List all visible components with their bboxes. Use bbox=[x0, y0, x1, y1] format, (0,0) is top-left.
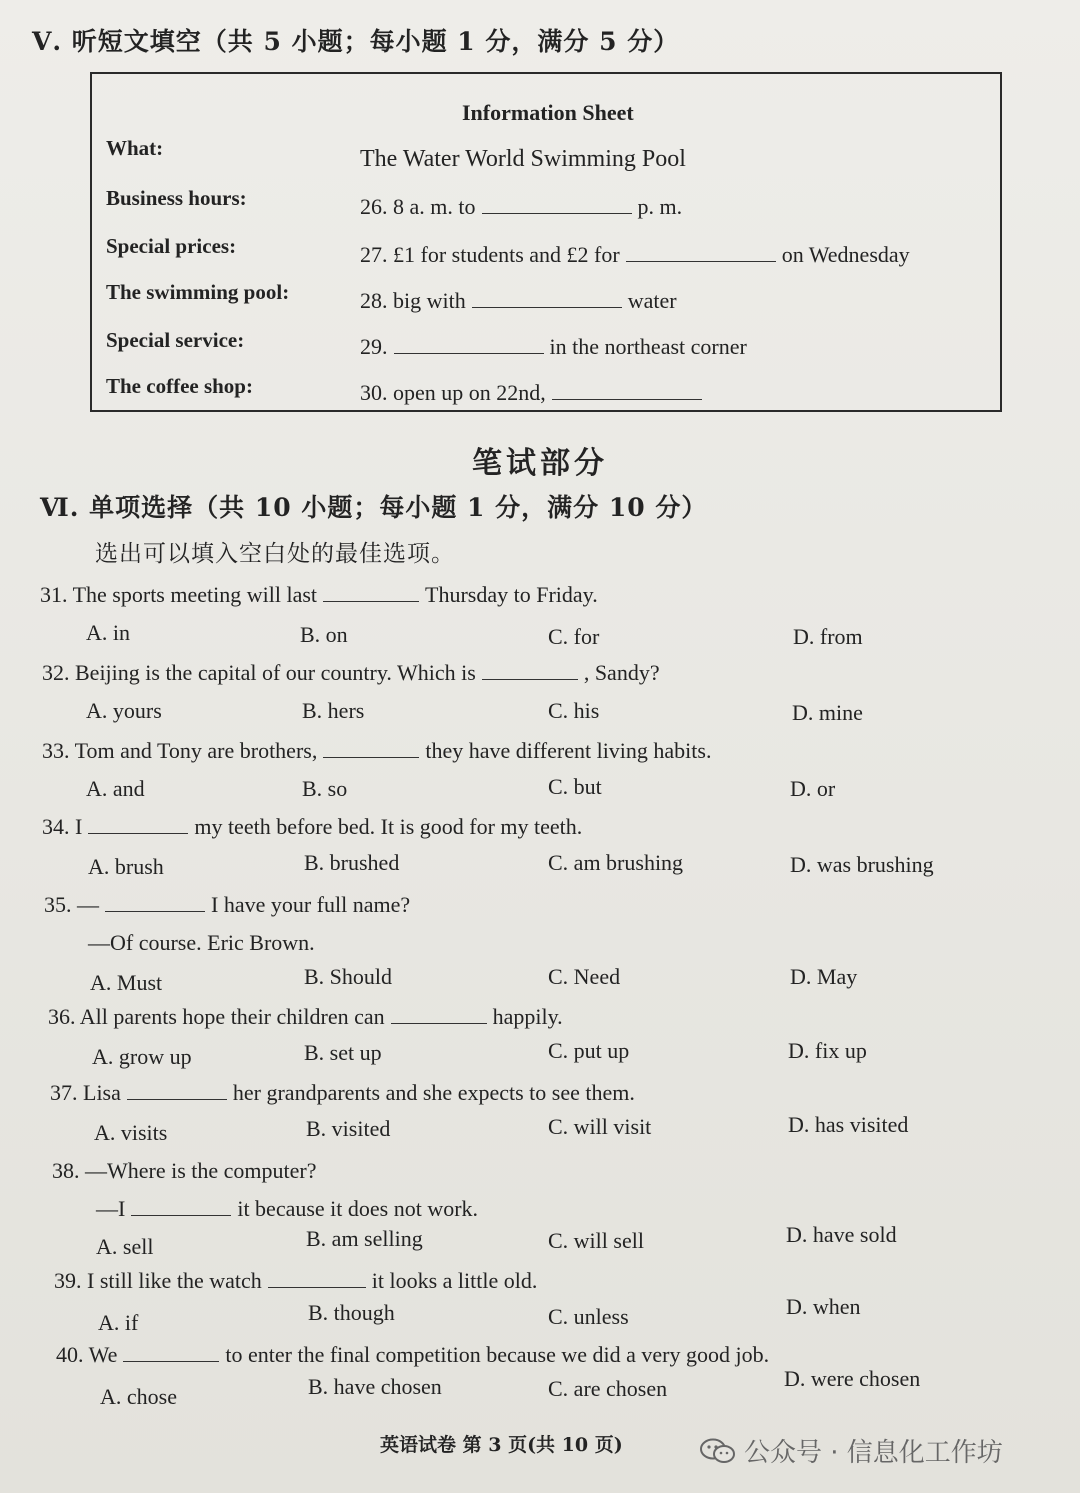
q34-option-d[interactable]: D. was brushing bbox=[790, 852, 934, 877]
q37-option-b[interactable]: B. visited bbox=[306, 1116, 391, 1141]
question-31: 31. The sports meeting will last Thursday to Friday. bbox=[40, 582, 598, 607]
blank-26[interactable] bbox=[482, 213, 632, 214]
q33-option-d[interactable]: D. or bbox=[790, 776, 836, 801]
q40-option-c[interactable]: C. are chosen bbox=[548, 1376, 668, 1401]
blank-30[interactable] bbox=[552, 399, 702, 400]
information-sheet-title: Information Sheet bbox=[462, 100, 634, 125]
row-value-business-hours: 26. 8 a. m. to p. m. bbox=[360, 194, 683, 219]
blank-36[interactable] bbox=[391, 1023, 487, 1024]
q36-option-a[interactable]: A. grow up bbox=[92, 1044, 192, 1069]
row-label-special-prices: Special prices: bbox=[106, 234, 237, 258]
q38-option-c[interactable]: C. will sell bbox=[548, 1228, 644, 1253]
blank-40[interactable] bbox=[123, 1361, 219, 1362]
q40-option-b[interactable]: B. have chosen bbox=[308, 1374, 442, 1399]
blank-27[interactable] bbox=[626, 261, 776, 262]
q32-option-a[interactable]: A. yours bbox=[86, 698, 162, 723]
q32-option-c[interactable]: C. his bbox=[548, 698, 600, 723]
question-34: 34. I my teeth before bed. It is good for my teeth. bbox=[42, 814, 583, 839]
q35-option-a[interactable]: A. Must bbox=[90, 970, 163, 995]
q40-option-a[interactable]: A. chose bbox=[100, 1384, 177, 1409]
row-label-swimming-pool: The swimming pool: bbox=[106, 280, 290, 304]
q31-option-b[interactable]: B. on bbox=[300, 622, 348, 647]
section-6-instruction: 选出可以填入空白处的最佳选项。 bbox=[95, 541, 455, 567]
q31-option-a[interactable]: A. in bbox=[86, 620, 130, 645]
q34-option-b[interactable]: B. brushed bbox=[304, 850, 400, 875]
q38-option-d[interactable]: D. have sold bbox=[786, 1222, 897, 1247]
page-footer: 英语试卷 第 3 页(共 10 页) bbox=[380, 1434, 623, 1456]
row-label-what: What: bbox=[106, 136, 164, 160]
blank-37[interactable] bbox=[127, 1099, 227, 1100]
q37-option-d[interactable]: D. has visited bbox=[788, 1112, 909, 1137]
q38-option-b[interactable]: B. am selling bbox=[306, 1226, 423, 1251]
q36-option-b[interactable]: B. set up bbox=[304, 1040, 382, 1065]
blank-28[interactable] bbox=[472, 307, 622, 308]
q32-option-d[interactable]: D. mine bbox=[792, 700, 863, 725]
wechat-icon bbox=[700, 1438, 736, 1464]
blank-29[interactable] bbox=[394, 353, 544, 354]
q35-option-d[interactable]: D. May bbox=[790, 964, 858, 989]
q36-option-c[interactable]: C. put up bbox=[548, 1038, 630, 1063]
section-5-title: Ⅴ. 听短文填空（共 5 小题；每小题 1 分，满分 5 分） bbox=[32, 27, 680, 56]
q38-option-a[interactable]: A. sell bbox=[96, 1234, 154, 1259]
q39-option-a[interactable]: A. if bbox=[98, 1310, 139, 1335]
q37-option-c[interactable]: C. will visit bbox=[548, 1114, 652, 1139]
blank-39[interactable] bbox=[268, 1287, 366, 1288]
blank-31[interactable] bbox=[323, 601, 419, 602]
row-label-coffee-shop: The coffee shop: bbox=[106, 374, 253, 398]
question-39: 39. I still like the watch it looks a little old. bbox=[54, 1268, 538, 1293]
question-40: 40. We to enter the final competition because we did a very good job. bbox=[56, 1342, 770, 1367]
blank-38[interactable] bbox=[131, 1215, 231, 1216]
q34-option-a[interactable]: A. brush bbox=[88, 854, 164, 879]
blank-32[interactable] bbox=[482, 679, 578, 680]
q39-option-c[interactable]: C. unless bbox=[548, 1304, 629, 1329]
q33-option-b[interactable]: B. so bbox=[302, 776, 348, 801]
q36-option-d[interactable]: D. fix up bbox=[788, 1038, 867, 1063]
row-label-special-service: Special service: bbox=[106, 328, 245, 352]
row-value-swimming-pool: 28. big with water bbox=[360, 288, 677, 313]
watermark-text: 公众号 · 信息化工作坊 bbox=[744, 1438, 1003, 1468]
q39-option-b[interactable]: B. though bbox=[308, 1300, 395, 1325]
question-33: 33. Tom and Tony are brothers, they have different living habits. bbox=[42, 738, 712, 763]
section-6-title: Ⅵ. 单项选择（共 10 小题；每小题 1 分，满分 10 分） bbox=[40, 493, 708, 522]
q31-option-c[interactable]: C. for bbox=[548, 624, 600, 649]
question-37: 37. Lisa her grandparents and she expects to see them. bbox=[50, 1080, 635, 1105]
row-label-business-hours: Business hours: bbox=[106, 186, 247, 210]
q39-option-d[interactable]: D. when bbox=[786, 1294, 861, 1319]
row-value-coffee-shop: 30. open up on 22nd, bbox=[360, 380, 708, 406]
row-value-what: The Water World Swimming Pool bbox=[360, 146, 686, 172]
q32-option-b[interactable]: B. hers bbox=[302, 698, 365, 723]
question-38-reply: —I it because it does not work. bbox=[96, 1196, 479, 1221]
question-35: 35. — I have your full name? bbox=[44, 892, 411, 917]
q31-option-d[interactable]: D. from bbox=[793, 624, 863, 649]
q33-option-c[interactable]: C. but bbox=[548, 774, 602, 799]
blank-33[interactable] bbox=[323, 757, 419, 758]
watermark bbox=[700, 1432, 1003, 1469]
q35-option-b[interactable]: B. Should bbox=[304, 964, 393, 989]
question-38: 38. —Where is the computer? bbox=[52, 1158, 317, 1183]
question-35-reply: —Of course. Eric Brown. bbox=[88, 930, 315, 955]
row-value-special-prices: 27. £1 for students and £2 for on Wednesday bbox=[360, 242, 910, 267]
information-sheet-box bbox=[90, 72, 1002, 412]
question-36: 36. All parents hope their children can happily. bbox=[48, 1004, 563, 1029]
blank-34[interactable] bbox=[88, 833, 188, 834]
row-value-special-service: 29. in the northeast corner bbox=[360, 334, 747, 359]
written-part-heading: 笔试部分 bbox=[472, 446, 608, 481]
blank-35[interactable] bbox=[105, 911, 205, 912]
q34-option-c[interactable]: C. am brushing bbox=[548, 850, 684, 875]
q37-option-a[interactable]: A. visits bbox=[94, 1120, 168, 1145]
question-32: 32. Beijing is the capital of our country. Which is , Sandy? bbox=[42, 660, 660, 685]
q33-option-a[interactable]: A. and bbox=[86, 776, 145, 801]
q35-option-c[interactable]: C. Need bbox=[548, 964, 621, 989]
q40-option-d[interactable]: D. were chosen bbox=[784, 1366, 921, 1391]
